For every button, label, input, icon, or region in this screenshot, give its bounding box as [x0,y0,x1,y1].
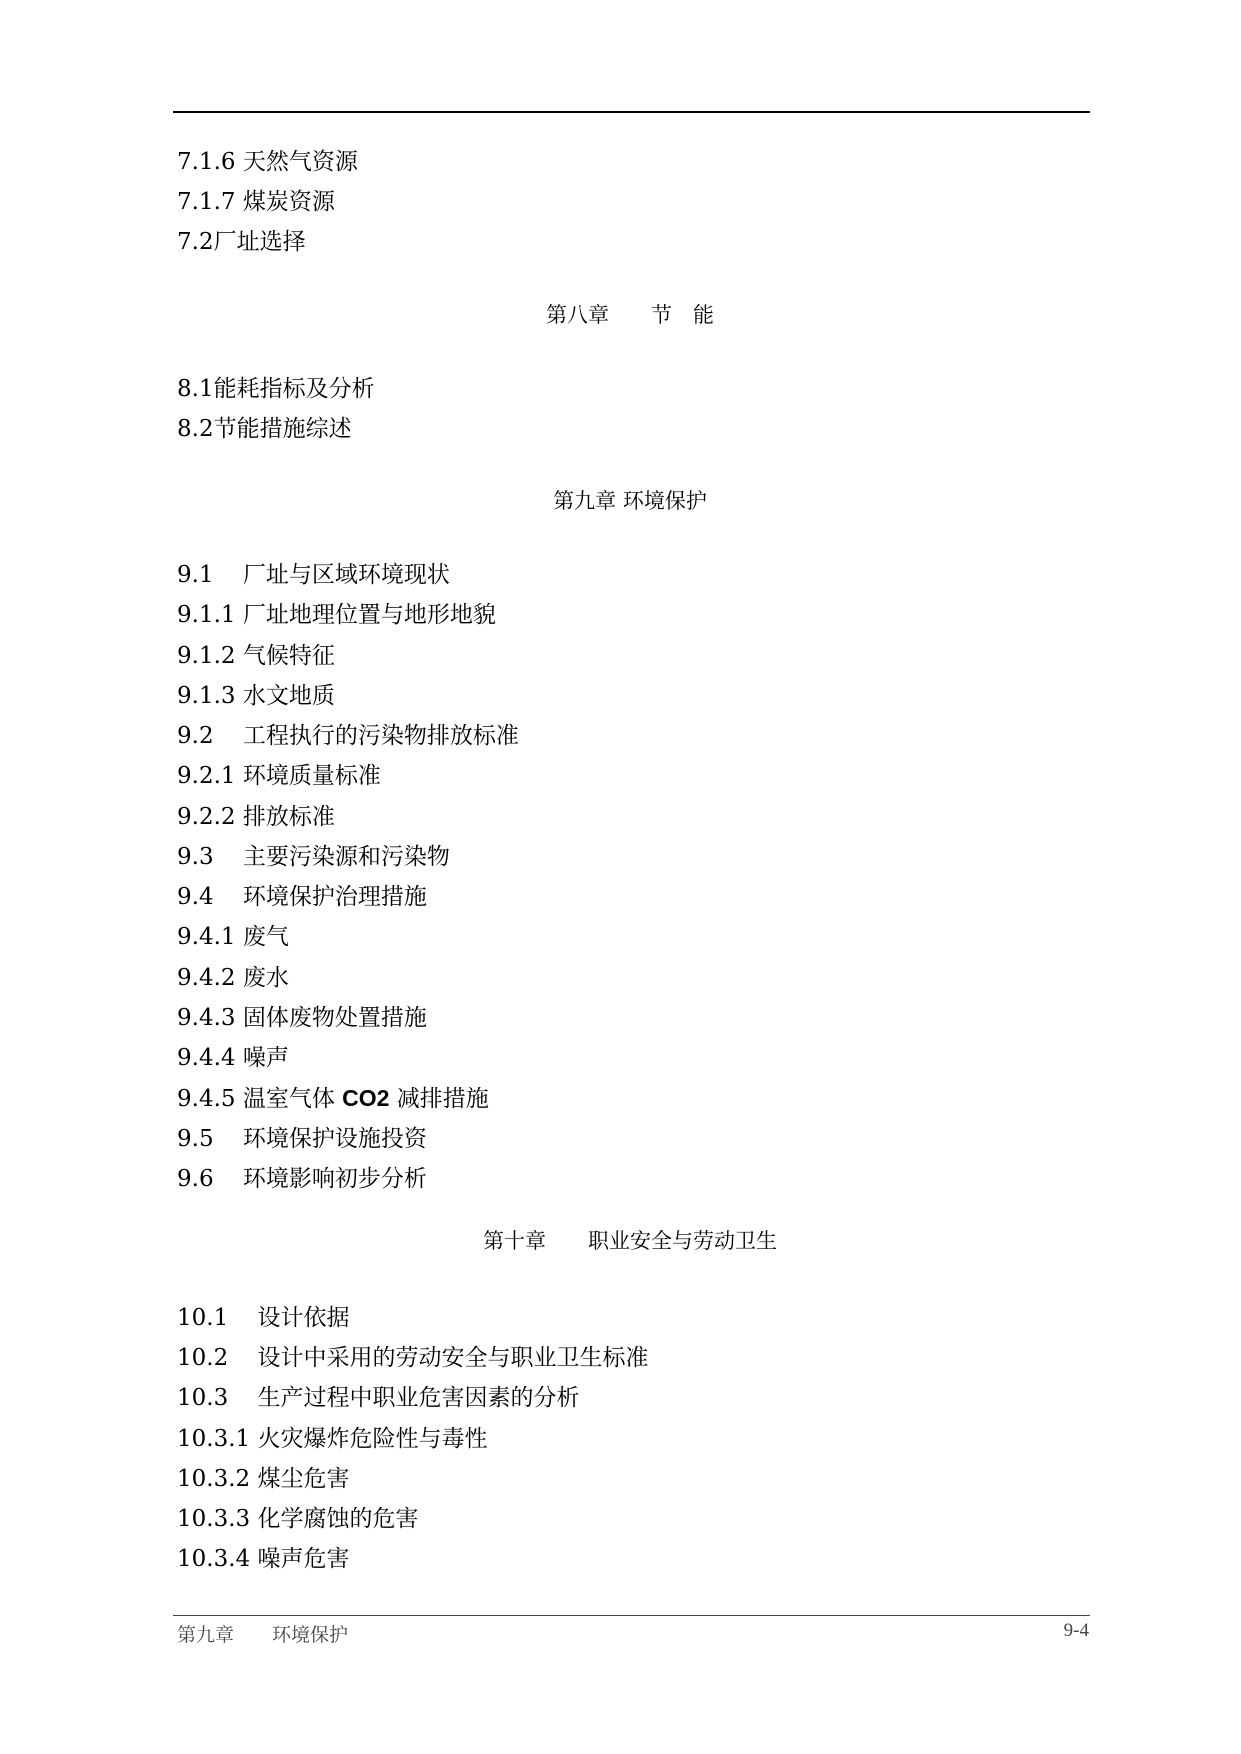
header-rule [173,111,1090,113]
footer-chapter: 第九章 环境保护 [177,1624,349,1646]
toc-entry: 9.4 环境保护治理措施 [177,884,427,910]
toc-entry: 10.1 设计依据 [177,1305,350,1331]
chapter-heading: 第十章 职业安全与劳动卫生 [483,1229,777,1253]
toc-entry: 9.2 工程执行的污染物排放标准 [177,723,519,749]
toc-entry: 9.4.2 废水 [177,965,289,991]
toc-entry: 10.2 设计中采用的劳动安全与职业卫生标准 [177,1345,649,1371]
toc-entry: 9.1.1 厂址地理位置与地形地貌 [177,602,496,628]
toc-entry: 9.5 环境保护设施投资 [177,1126,427,1152]
footer-rule [173,1615,1090,1616]
toc-entry: 9.1.3 水文地质 [177,683,335,709]
toc-entry: 7.1.6 天然气资源 [177,149,358,175]
toc-entry: 7.2厂址选择 [177,229,306,255]
toc-entry: 10.3 生产过程中职业危害因素的分析 [177,1385,580,1411]
toc-entry: 9.2.1 环境质量标准 [177,763,381,789]
toc-entry: 8.1能耗指标及分析 [177,376,375,402]
toc-entry: 10.3.4 噪声危害 [177,1546,350,1572]
chapter-heading: 第九章 环境保护 [553,489,707,513]
page-number: 9-4 [1063,1620,1089,1641]
toc-entry: 9.1 厂址与区域环境现状 [177,562,450,588]
toc-entry: 9.4.3 固体废物处置措施 [177,1005,427,1031]
toc-entry: 8.2节能措施综述 [177,416,352,442]
chapter-heading: 第八章 节 能 [546,303,714,327]
toc-entry: 9.3 主要污染源和污染物 [177,844,450,870]
toc-entry: 9.6 环境影响初步分析 [177,1166,427,1192]
toc-entry: 9.1.2 气候特征 [177,643,335,669]
toc-entry: 9.2.2 排放标准 [177,804,335,830]
toc-entry: 9.4.5 温室气体 CO2 减排措施 [177,1085,489,1112]
toc-entry: 7.1.7 煤炭资源 [177,189,335,215]
toc-entry: 9.4.1 废气 [177,924,289,950]
toc-entry: 9.4.4 噪声 [177,1045,289,1071]
toc-entry: 10.3.1 火灾爆炸危险性与毒性 [177,1426,488,1452]
toc-entry: 10.3.3 化学腐蚀的危害 [177,1506,419,1532]
toc-entry: 10.3.2 煤尘危害 [177,1466,350,1492]
